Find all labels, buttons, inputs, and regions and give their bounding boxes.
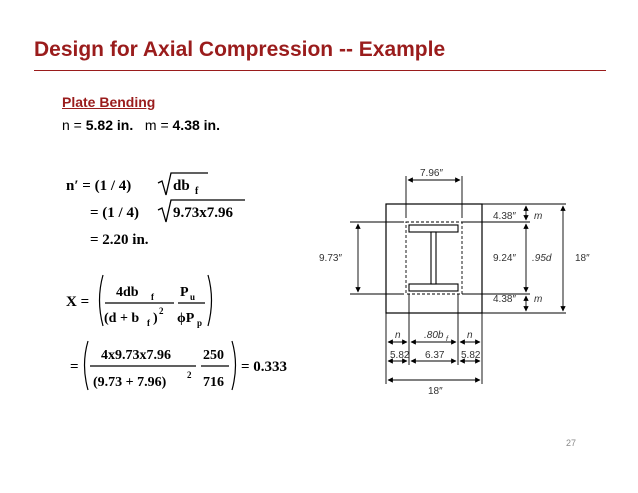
nprime-radicand: db [173,178,190,194]
eq-line3: = 2.20 in. [90,232,149,248]
x-numerator: 4db [116,285,139,300]
dim-m-bottom-label: 4.38″ [493,294,517,305]
label-95d: .95d [532,253,552,264]
eq2-numerator: 4x9.73x7.96 [101,348,171,363]
eq-line2-radicand: 9.73x7.96 [173,205,233,221]
n-label: n = [62,117,86,133]
x-lhs: X = [66,294,90,310]
x-denominator-sub: f [147,318,150,328]
bottom-flange [409,284,458,291]
dim-right-label: 18″ [575,253,590,264]
dim-mid-label: 9.24″ [493,253,517,264]
top-flange [409,225,458,232]
m-value: 4.38 in. [172,117,220,133]
eq2-ratio-denominator: 716 [203,375,224,390]
dim-m-top-label: 4.38″ [493,211,517,222]
label-80bf-sub: f [446,336,448,343]
eq2-denominator: (9.73 + 7.96) [93,375,167,390]
n-left-label: n [395,330,401,341]
m-label: m = [144,117,173,133]
n-value: 5.82 in. [85,117,134,133]
m-top-label: m [534,211,543,222]
eq-line2-prefix: = (1 / 4) [90,205,139,221]
slide-title: Design for Axial Compression -- Example [34,38,446,61]
n-right-label: n [467,330,473,341]
eq2-denominator-exp: 2 [187,370,192,380]
m-bottom-label: m [534,294,543,305]
x-phi-p-sub: p [197,318,203,328]
eq2-ratio-numerator: 250 [203,348,224,363]
x-pu-sub: u [190,292,196,302]
page-number: 27 [566,438,577,448]
x-denominator-open: (d + b [104,311,140,326]
dim-582-left-label: 5.82 [390,350,410,361]
x-denominator-close: ) [153,311,158,326]
dim-top-label: 7.96″ [420,168,444,179]
x-pu: P [180,285,189,300]
dim-582-right-label: 5.82 [461,350,481,361]
x-phi-p: ϕP [177,311,195,326]
dim-bottom-label: 18″ [428,386,443,397]
dim-637-label: 6.37 [425,350,445,361]
x-numerator-sub: f [151,292,154,302]
x-denominator-exp: 2 [159,306,164,316]
nprime-lhs: n′ = (1 / 4) [66,178,132,194]
dim-left-label: 9.73″ [319,253,343,264]
web [431,232,436,284]
label-80bf: .80b [424,330,444,341]
nprime-radicand-sub: f [195,186,199,197]
section-heading: Plate Bending [62,94,156,110]
eq2-equals: = [70,359,79,375]
eq2-result: = 0.333 [241,359,288,375]
